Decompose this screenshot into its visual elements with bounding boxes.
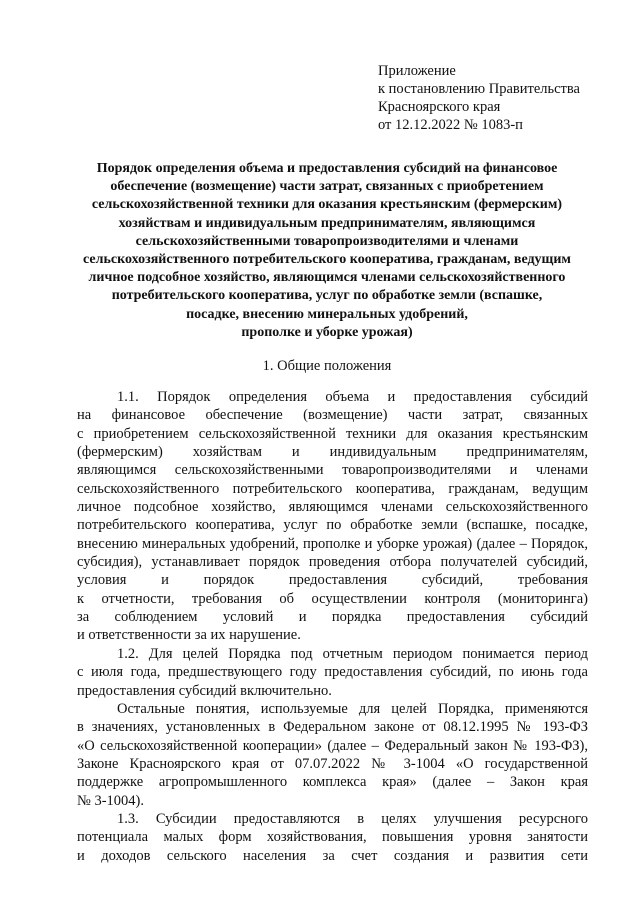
body-line: 1.2. Для целей Порядка под отчетным периодом понимается период — [117, 645, 588, 662]
title-line: обеспечение (возмещение) части затрат, связанных с приобретением — [110, 179, 544, 195]
body-line: № 3-1004). — [77, 792, 144, 809]
appendix-header — [378, 62, 628, 134]
body-line: и ответственности за их нарушение. — [77, 627, 301, 644]
body-line: субсидия), устанавливает порядок проведения отбора получателей субсидий, — [77, 554, 588, 571]
body-line: потребительского кооператива, услуг по обработке земли (вспашке, посадке, — [77, 517, 588, 534]
body-line: сельскохозяйственного потребительского кооператива, гражданам, ведущим — [77, 480, 588, 497]
body-line: за соблюдением условий и порядка предоставления субсидий — [77, 609, 588, 626]
body-line: Остальные понятия, используемые для целей Порядка, применяются — [117, 700, 588, 717]
title-line: Порядок определения объема и предоставления субсидий на финансовое — [96, 161, 558, 176]
body-line: с июля года, предшествующего году предоставления субсидий, по июнь года — [77, 664, 588, 681]
body-line: потенциала малых форм хозяйствования, повышения уровня занятости — [77, 829, 588, 846]
body-line: «О сельскохозяйственной кооперации» (далее – Федеральный закон № 193-ФЗ), — [77, 737, 588, 754]
title-line: сельскохозяйственной техники для оказания крестьянским (фермерским) — [91, 197, 563, 213]
title-line: посадке, внесению минеральных удобрений, — [186, 306, 468, 322]
section-heading: 1. Общие положения — [262, 358, 392, 374]
body-line: 1.1. Порядок определения объема и предоставления субсидий — [117, 389, 588, 405]
body-line: личное подсобное хозяйство, являющимся членами сельскохозяйственного — [77, 499, 588, 516]
header-line: Красноярского края — [378, 99, 501, 115]
title-line: сельскохозяйственными товаропроизводителями и членами — [135, 233, 519, 249]
body-line: Законе Красноярского края от 07.07.2022 № 3-1004 «О государственной — [77, 755, 588, 772]
body-line: внесению минеральных удобрений, прополке и уборке урожая) (далее – Порядок, — [77, 535, 588, 552]
title-line: хозяйствам и индивидуальным предпринимателям, являющимся — [118, 215, 536, 231]
body-line: и доходов сельского населения за счет создания и развития сети — [77, 847, 588, 864]
header-line: от 12.12.2022 № 1083-п — [378, 117, 523, 133]
body-line: являющимся сельскохозяйственными товаропроизводителями и членами — [77, 462, 588, 479]
header-line: к постановлению Правительства — [378, 81, 580, 97]
title-line: личное подсобное хозяйство, являющимся членами сельскохозяйственного — [88, 270, 566, 286]
body-line: в значениях, установленных в Федеральном законе от 08.12.1995 № 193-ФЗ — [77, 719, 588, 736]
body-line: к отчетности, требования об осуществлении контроля (мониторинга) — [77, 590, 588, 607]
body-line: предоставления субсидий включительно. — [77, 682, 332, 699]
title-line: потребительского кооператива, услуг по обработке земли (вспашке, — [111, 288, 543, 304]
body-line: условия и порядок предоставления субсидий, требования — [77, 572, 588, 589]
body-line: 1.3. Субсидии предоставляются в целях улучшения ресурсного — [117, 810, 588, 827]
title-line: сельскохозяйственного потребительского кооператива, гражданам, ведущим — [83, 252, 571, 268]
body-line: на финансовое обеспечение (возмещение) части затрат, связанных — [77, 407, 588, 424]
header-line: Приложение — [378, 63, 456, 79]
body-line: поддержке агропромышленного комплекса края» (далее – Закон края — [77, 774, 588, 791]
body-text — [77, 388, 588, 865]
title-line: прополке и уборке урожая) — [241, 324, 413, 340]
document-title — [70, 160, 584, 342]
body-line: с приобретением сельскохозяйственной техники для оказания крестьянским — [77, 425, 588, 442]
body-line: (фермерским) хозяйствам и индивидуальным предпринимателям, — [77, 444, 588, 461]
